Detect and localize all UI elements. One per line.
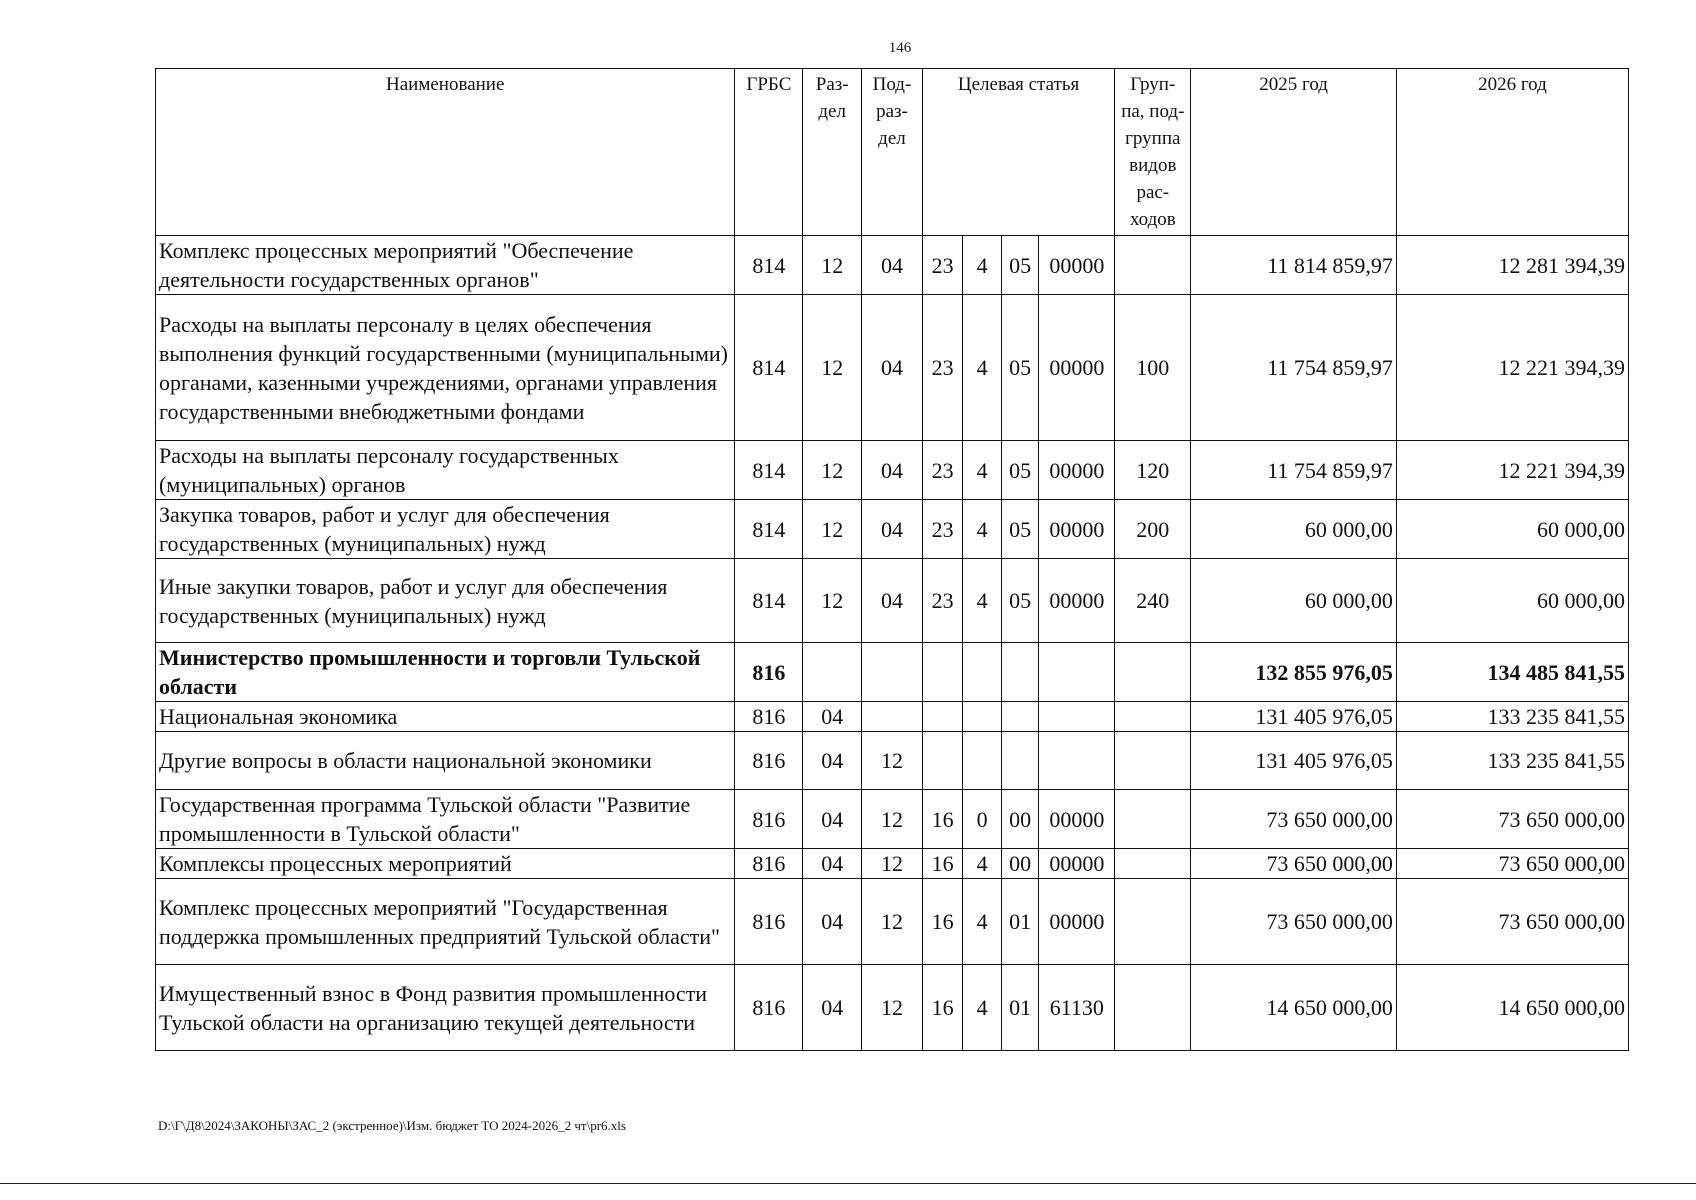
cell-cs-direction: 00000 bbox=[1039, 441, 1115, 500]
header-celevaya-statya: Целевая статья bbox=[922, 69, 1114, 236]
cell-2026: 133 235 841,55 bbox=[1396, 702, 1628, 732]
cell-razdel: 12 bbox=[803, 441, 862, 500]
header-grbs: ГРБС bbox=[735, 69, 803, 236]
cell-cs-program: 16 bbox=[922, 879, 963, 965]
cell-razdel: 04 bbox=[803, 732, 862, 790]
cell-vr: 200 bbox=[1115, 500, 1191, 559]
cell-grbs: 814 bbox=[735, 295, 803, 441]
cell-name: Закупка товаров, работ и услуг для обеспечения государственных (муниципальных) нужд bbox=[156, 500, 735, 559]
cell-cs-program: 23 bbox=[922, 236, 963, 295]
cell-grbs: 816 bbox=[735, 732, 803, 790]
cell-cs-type bbox=[963, 732, 1001, 790]
table-row bbox=[156, 559, 1629, 643]
cell-podrazdel: 04 bbox=[862, 236, 923, 295]
cell-podrazdel: 04 bbox=[862, 441, 923, 500]
cell-name: Комплекс процессных мероприятий "Обеспечение деятельности государственных органов" bbox=[156, 236, 735, 295]
cell-cs-direction: 00000 bbox=[1039, 559, 1115, 643]
cell-podrazdel: 04 bbox=[862, 295, 923, 441]
cell-vr bbox=[1115, 643, 1191, 702]
cell-cs-type: 4 bbox=[963, 295, 1001, 441]
cell-cs-program bbox=[922, 702, 963, 732]
cell-razdel bbox=[803, 643, 862, 702]
cell-2026: 14 650 000,00 bbox=[1396, 965, 1628, 1051]
table-row bbox=[156, 732, 1629, 790]
cell-name: Государственная программа Тульской области "Развитие промышленности в Тульской области" bbox=[156, 790, 735, 849]
cell-cs-program: 16 bbox=[922, 965, 963, 1051]
table-row bbox=[156, 702, 1629, 732]
cell-2026: 12 221 394,39 bbox=[1396, 441, 1628, 500]
cell-vr bbox=[1115, 732, 1191, 790]
cell-razdel: 04 bbox=[803, 849, 862, 879]
cell-razdel: 12 bbox=[803, 559, 862, 643]
cell-cs-element: 05 bbox=[1001, 441, 1038, 500]
cell-cs-element bbox=[1001, 732, 1038, 790]
cell-2025: 60 000,00 bbox=[1191, 500, 1397, 559]
table-row bbox=[156, 236, 1629, 295]
cell-cs-direction: 00000 bbox=[1039, 790, 1115, 849]
cell-cs-direction: 00000 bbox=[1039, 849, 1115, 879]
cell-cs-type: 4 bbox=[963, 236, 1001, 295]
cell-cs-type: 4 bbox=[963, 441, 1001, 500]
cell-cs-type: 4 bbox=[963, 965, 1001, 1051]
cell-name: Имущественный взнос в Фонд развития промышленности Тульской области на организацию текущей деятельности bbox=[156, 965, 735, 1051]
cell-cs-type: 4 bbox=[963, 500, 1001, 559]
cell-cs-direction bbox=[1039, 643, 1115, 702]
cell-razdel: 04 bbox=[803, 702, 862, 732]
cell-grbs: 816 bbox=[735, 790, 803, 849]
cell-razdel: 12 bbox=[803, 500, 862, 559]
cell-2025: 11 814 859,97 bbox=[1191, 236, 1397, 295]
header-row bbox=[156, 69, 1629, 236]
cell-cs-element: 00 bbox=[1001, 849, 1038, 879]
cell-razdel: 12 bbox=[803, 236, 862, 295]
cell-podrazdel: 12 bbox=[862, 965, 923, 1051]
cell-vr: 120 bbox=[1115, 441, 1191, 500]
cell-2026: 12 281 394,39 bbox=[1396, 236, 1628, 295]
table-row bbox=[156, 790, 1629, 849]
table-row bbox=[156, 643, 1629, 702]
cell-cs-type: 0 bbox=[963, 790, 1001, 849]
cell-vr bbox=[1115, 790, 1191, 849]
cell-grbs: 816 bbox=[735, 702, 803, 732]
header-gruppa-vidov-rashodov bbox=[1115, 69, 1191, 236]
cell-podrazdel: 12 bbox=[862, 849, 923, 879]
cell-cs-element: 05 bbox=[1001, 295, 1038, 441]
cell-2025: 11 754 859,97 bbox=[1191, 441, 1397, 500]
cell-podrazdel: 12 bbox=[862, 732, 923, 790]
table-row bbox=[156, 500, 1629, 559]
cell-name: Иные закупки товаров, работ и услуг для обеспечения государственных (муниципальных) нужд bbox=[156, 559, 735, 643]
cell-cs-direction: 00000 bbox=[1039, 500, 1115, 559]
cell-2025: 132 855 976,05 bbox=[1191, 643, 1397, 702]
cell-cs-type: 4 bbox=[963, 849, 1001, 879]
header-gruppa-text: Груп- па, под- группа видов рас- ходов bbox=[1121, 74, 1185, 230]
cell-name: Национальная экономика bbox=[156, 702, 735, 732]
cell-cs-program bbox=[922, 732, 963, 790]
header-razdel-text: Раз- дел bbox=[815, 74, 849, 122]
cell-vr bbox=[1115, 236, 1191, 295]
cell-2026: 73 650 000,00 bbox=[1396, 849, 1628, 879]
cell-cs-element: 01 bbox=[1001, 965, 1038, 1051]
table-row bbox=[156, 441, 1629, 500]
cell-cs-direction bbox=[1039, 702, 1115, 732]
cell-cs-type bbox=[963, 643, 1001, 702]
cell-2025: 73 650 000,00 bbox=[1191, 790, 1397, 849]
cell-cs-element: 00 bbox=[1001, 790, 1038, 849]
cell-cs-type: 4 bbox=[963, 559, 1001, 643]
cell-2026: 73 650 000,00 bbox=[1396, 790, 1628, 849]
header-2025: 2025 год bbox=[1191, 69, 1397, 236]
cell-grbs: 814 bbox=[735, 441, 803, 500]
cell-grbs: 814 bbox=[735, 236, 803, 295]
cell-2025: 73 650 000,00 bbox=[1191, 879, 1397, 965]
cell-podrazdel bbox=[862, 643, 923, 702]
cell-cs-direction: 61130 bbox=[1039, 965, 1115, 1051]
cell-cs-program: 23 bbox=[922, 500, 963, 559]
page-bottom-rule bbox=[0, 1183, 1696, 1184]
cell-name: Комплекс процессных мероприятий "Государственная поддержка промышленных предприятий Тульской области" bbox=[156, 879, 735, 965]
cell-grbs: 816 bbox=[735, 849, 803, 879]
cell-vr bbox=[1115, 965, 1191, 1051]
table-row bbox=[156, 965, 1629, 1051]
cell-grbs: 814 bbox=[735, 559, 803, 643]
cell-cs-program: 23 bbox=[922, 559, 963, 643]
cell-podrazdel: 04 bbox=[862, 500, 923, 559]
cell-grbs: 816 bbox=[735, 965, 803, 1051]
cell-name: Расходы на выплаты персоналу государственных (муниципальных) органов bbox=[156, 441, 735, 500]
cell-podrazdel: 12 bbox=[862, 879, 923, 965]
cell-cs-element bbox=[1001, 643, 1038, 702]
cell-cs-direction: 00000 bbox=[1039, 236, 1115, 295]
cell-vr: 100 bbox=[1115, 295, 1191, 441]
cell-podrazdel: 04 bbox=[862, 559, 923, 643]
cell-cs-program: 23 bbox=[922, 295, 963, 441]
cell-vr bbox=[1115, 879, 1191, 965]
cell-2026: 133 235 841,55 bbox=[1396, 732, 1628, 790]
table-row bbox=[156, 879, 1629, 965]
cell-podrazdel: 12 bbox=[862, 790, 923, 849]
cell-name: Министерство промышленности и торговли Тульской области bbox=[156, 643, 735, 702]
cell-2026: 60 000,00 bbox=[1396, 500, 1628, 559]
header-name: Наименование bbox=[156, 69, 735, 236]
cell-cs-direction: 00000 bbox=[1039, 295, 1115, 441]
table-row bbox=[156, 295, 1629, 441]
footer-file-path: D:\Г\Д8\2024\ЗАКОНЫ\ЗАС_2 (экстренное)\Изм. бюджет ТО 2024-2026_2 чт\pr6.xls bbox=[158, 1118, 626, 1133]
cell-cs-element: 05 bbox=[1001, 500, 1038, 559]
header-podrazdel bbox=[862, 69, 923, 236]
cell-cs-type: 4 bbox=[963, 879, 1001, 965]
cell-2025: 131 405 976,05 bbox=[1191, 732, 1397, 790]
cell-cs-direction bbox=[1039, 732, 1115, 790]
cell-name: Расходы на выплаты персоналу в целях обеспечения выполнения функций государственными (муниципальными) органами, казенными учреждениями, органами управления государственными внебюджетными фондами bbox=[156, 295, 735, 441]
header-podrazdel-text: Под- раз- дел bbox=[872, 74, 912, 149]
cell-2025: 11 754 859,97 bbox=[1191, 295, 1397, 441]
cell-grbs: 816 bbox=[735, 879, 803, 965]
cell-2025: 73 650 000,00 bbox=[1191, 849, 1397, 879]
budget-table bbox=[155, 68, 1629, 1051]
cell-2025: 14 650 000,00 bbox=[1191, 965, 1397, 1051]
table-row bbox=[156, 849, 1629, 879]
cell-razdel: 04 bbox=[803, 965, 862, 1051]
cell-cs-program bbox=[922, 643, 963, 702]
cell-razdel: 04 bbox=[803, 879, 862, 965]
cell-cs-element: 01 bbox=[1001, 879, 1038, 965]
cell-2026: 134 485 841,55 bbox=[1396, 643, 1628, 702]
cell-2026: 73 650 000,00 bbox=[1396, 879, 1628, 965]
cell-razdel: 12 bbox=[803, 295, 862, 441]
cell-grbs: 814 bbox=[735, 500, 803, 559]
cell-cs-program: 16 bbox=[922, 790, 963, 849]
cell-cs-program: 16 bbox=[922, 849, 963, 879]
page-number: 146 bbox=[888, 40, 912, 56]
cell-2025: 131 405 976,05 bbox=[1191, 702, 1397, 732]
header-2026: 2026 год bbox=[1396, 69, 1628, 236]
cell-podrazdel bbox=[862, 702, 923, 732]
cell-2026: 60 000,00 bbox=[1396, 559, 1628, 643]
cell-cs-direction: 00000 bbox=[1039, 879, 1115, 965]
cell-grbs: 816 bbox=[735, 643, 803, 702]
cell-cs-type bbox=[963, 702, 1001, 732]
cell-2026: 12 221 394,39 bbox=[1396, 295, 1628, 441]
cell-cs-element bbox=[1001, 702, 1038, 732]
cell-vr bbox=[1115, 849, 1191, 879]
cell-2025: 60 000,00 bbox=[1191, 559, 1397, 643]
header-razdel bbox=[803, 69, 862, 236]
cell-name: Комплексы процессных мероприятий bbox=[156, 849, 735, 879]
cell-cs-element: 05 bbox=[1001, 236, 1038, 295]
cell-name: Другие вопросы в области национальной экономики bbox=[156, 732, 735, 790]
cell-vr: 240 bbox=[1115, 559, 1191, 643]
cell-razdel: 04 bbox=[803, 790, 862, 849]
cell-cs-element: 05 bbox=[1001, 559, 1038, 643]
cell-cs-program: 23 bbox=[922, 441, 963, 500]
cell-vr bbox=[1115, 702, 1191, 732]
